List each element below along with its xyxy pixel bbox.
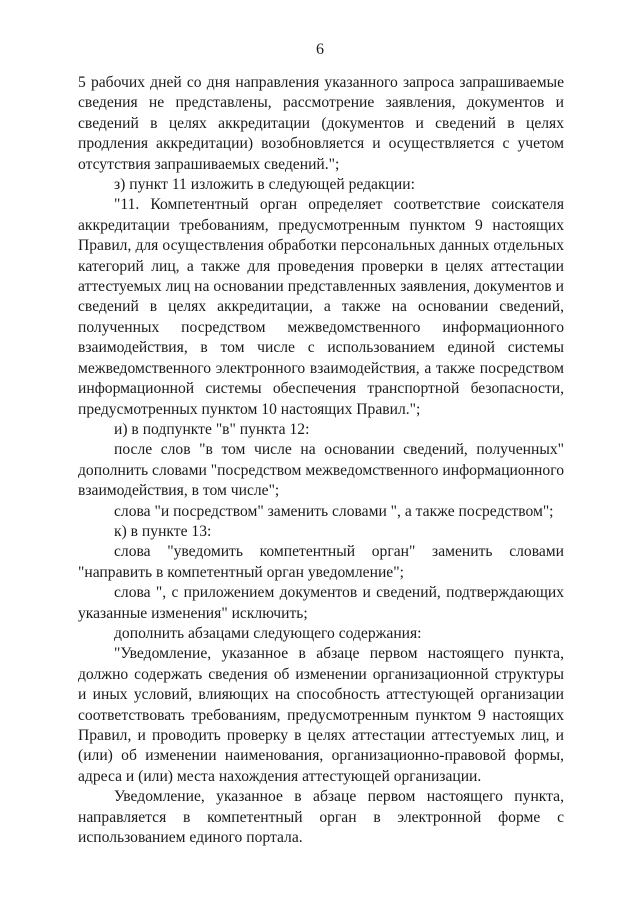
paragraph-subitem-k: к) в пункте 13: [114,522,212,540]
document-body [78,73,564,848]
paragraph-continuation: 5 рабочих дней со дня направления указанного запроса запрашиваемые сведения не представлены, рассмотрение заявления, документов и сведений в целях аккредитации (документов и сведений в целях продления аккредитации) возобновляется и осуществляется с учетом отсутствия запрашиваемых сведений."; [78,74,564,173]
paragraph-amendment: после слов "в том числе на основании сведений, полученных" дополнить словами "посредством межведомственного информационного взаимодействия, в том числе"; [78,441,564,500]
paragraph-amendment: дополнить абзацами следующего содержания: [114,624,422,642]
paragraph-notification: "Уведомление, указанное в абзаце первом настоящего пункта, должно содержать сведения об изменении организационной структуры и иных условий, влияющих на способность аттестующей организации соответствовать требованиям, предусмотренным пунктом 9 настоящих Правил, и проводить проверку в целях аттестации аттестуемых лиц, и (или) об изменении наименования, организационно-правовой формы, адреса и (или) места нахождения аттестующей организации. [78,645,564,785]
paragraph-subitem-i: и) в подпункте "в" пункта 12: [114,420,310,438]
page-number: 6 [316,41,324,58]
paragraph-amendment: слова ", с приложением документов и сведений, подтверждающих указанные изменения" исключить; [78,584,564,622]
paragraph-notification: Уведомление, указанное в абзаце первом настоящего пункта, направляется в компетентный орган в электронной форме с использованием единого портала. [78,788,564,847]
paragraph-subitem-z: з) пункт 11 изложить в следующей редакции: [114,176,415,194]
paragraph-amendment: слова "уведомить компетентный орган" заменить словами "направить в компетентный орган уведомление"; [78,543,564,581]
paragraph-item-11: "11. Компетентный орган определяет соответствие соискателя аккредитации требованиям, предусмотренным пунктом 9 настоящих Правил, для осуществления обработки персональных данных отдельных категорий лиц, а также для проведения проверки в целях аттестации аттестуемых лиц на основании представленных заявления, документов и сведений в целях аккредитации, а также на основании сведений, полученных посредством межведомственного информационного взаимодействия, в том числе с использованием единой системы межведомственного электронного взаимодействия, а также посредством информационной системы обеспечения транспортной безопасности, предусмотренных пунктом 10 настоящих Правил."; [78,196,564,418]
paragraph-amendment: слова "и посредством" заменить словами ", а также посредством"; [114,502,554,520]
